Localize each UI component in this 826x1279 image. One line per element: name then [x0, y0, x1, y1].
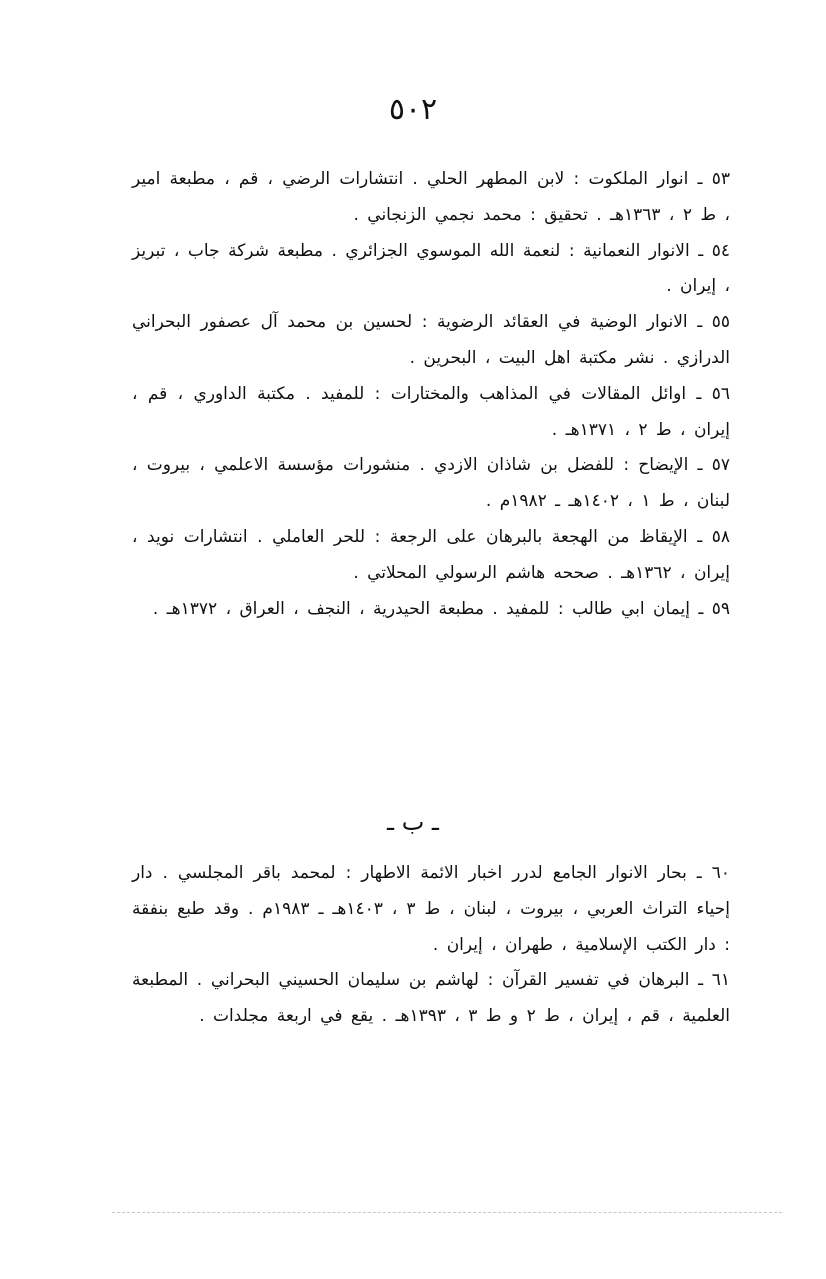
bibliography-entry-54: ٥٤ ـ الانوار النعمانية : لنعمة الله الموسوي الجزائري . مطبعة شركة جاب ، تبريز ، إيران . [132, 240, 730, 297]
bibliography-entry-58: ٥٨ ـ الإيقاظ من الهجعة بالبرهان على الرجعة : للحر العاملي . انتشارات نويد ، إيران ، ١٣٦٢هـ . صححه هاشم الرسولي المحلاتي . [132, 526, 730, 583]
bibliography-entry-60: ٦٠ ـ بحار الانوار الجامع لدرر اخبار الائمة الاطهار : لمحمد باقر المجلسي . دار إحياء التراث العربي ، بيروت ، لبنان ، ط ٣ ، ١٤٠٣هـ ـ ١٩٨٣م . وقد طبع بنفقة : دار الكتب الإسلامية ، طهران ، إيران . [132, 863, 731, 955]
bibliography-section-ba [132, 856, 730, 1035]
bibliography-section-alif [132, 162, 730, 627]
bibliography-entry-56: ٥٦ ـ اوائل المقالات في المذاهب والمختارات : للمفيد . مكتبة الداوري ، قم ، إيران ، ط ٢ ، ١٣٧١هـ . [132, 383, 730, 440]
footer-rule [112, 1212, 782, 1213]
page-number: ٥٠٢ [388, 92, 438, 127]
section-heading-ba: ـ ب ـ [387, 808, 439, 836]
bibliography-entry-59: ٥٩ ـ إيمان ابي طالب : للمفيد . مطبعة الحيدرية ، النجف ، العراق ، ١٣٧٢هـ . [152, 598, 730, 619]
bibliography-entry-55: ٥٥ ـ الانوار الوضية في العقائد الرضوية : لحسين بن محمد آل عصفور البحراني الدرازي . نشر مكتبة اهل البيت ، البحرين . [132, 312, 730, 368]
bibliography-entry-57: ٥٧ ـ الإيضاح : للفضل بن شاذان الازدي . منشورات مؤسسة الاعلمي ، بيروت ، لبنان ، ط ١ ، ١٤٠٢هـ ـ ١٩٨٢م . [132, 455, 730, 512]
bibliography-entry-53: ٥٣ ـ انوار الملكوت : لابن المطهر الحلي . انتشارات الرضي ، قم ، مطبعة امير ، ط ٢ ، ١٣٦٣هـ . تحقيق : محمد نجمي الزنجاني . [132, 169, 730, 225]
bibliography-entry-61: ٦١ ـ البرهان في تفسير القرآن : لهاشم بن سليمان الحسيني البحراني . المطبعة العلمية ، قم ، إيران ، ط ٢ و ط ٣ ، ١٣٩٣هـ . يقع في اربعة مجلدات . [132, 970, 730, 1027]
